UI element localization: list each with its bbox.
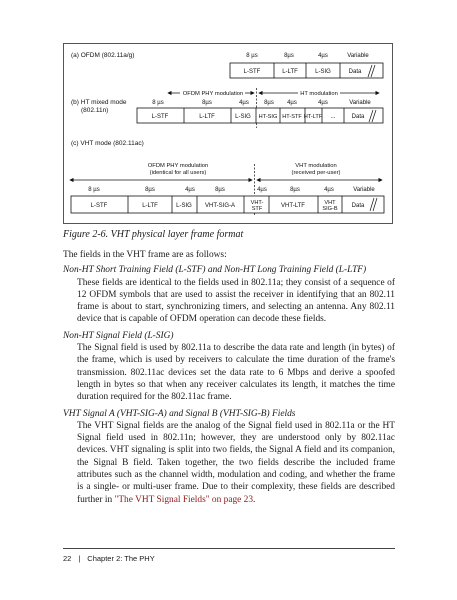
row-b-fields xyxy=(137,108,383,123)
duration-label: 8µs xyxy=(264,100,274,106)
duration-label: 4µs xyxy=(239,100,249,106)
group-ofdm-phy-sub: (identical for all users) xyxy=(149,170,207,176)
group-vht-modulation-sub: (received per-user) xyxy=(291,170,341,176)
field-data: Data xyxy=(348,69,362,75)
section-c-label: (c) VHT mode (802.11ac) xyxy=(71,140,144,147)
field-l-sig: L-SIG xyxy=(315,69,331,75)
definition-l-sig: The Signal field is used by 802.11a to describe the data rate and length (in bytes) of the frame, which is used by receivers to calculate the time duration of the frame's transmission. 802.11ac devices set the data rate to 6 Mbps and derive a spoofed length in bytes so that when any receiver calculates its length, it matches the time duration required for the 802.11ac frame. xyxy=(77,343,395,403)
field-vht-sig-a: VHT-SIG-A xyxy=(204,203,236,209)
field-l-ltf: L-LTF xyxy=(199,114,215,120)
duration-label: 8µs xyxy=(290,187,300,193)
footer-separator: | xyxy=(78,554,81,563)
intro-paragraph: The fields in the VHT frame are as follows: xyxy=(63,250,227,260)
field-vht-stf-line2: STF xyxy=(251,206,263,212)
section-a-label: (a) OFDM (802.11a/g) xyxy=(71,52,135,59)
field-l-stf: L-STF xyxy=(243,69,261,75)
duration-label: 8 µs xyxy=(152,100,164,106)
field-l-stf: L-STF xyxy=(151,114,169,120)
field-ellipsis: ... xyxy=(330,114,336,120)
duration-label: 8µs xyxy=(145,187,155,193)
footer-rule xyxy=(63,548,395,549)
body-text xyxy=(63,249,395,510)
duration-label: 8 µs xyxy=(246,53,258,59)
cross-reference-link[interactable]: "The VHT Signal Fields" on page 23 xyxy=(114,494,254,505)
section-b-label-sub: (802.11n) xyxy=(81,107,109,114)
frame-format-diagram xyxy=(64,44,394,225)
duration-label: 8µs xyxy=(215,187,225,193)
duration-label: Variable xyxy=(347,53,369,59)
duration-label: Variable xyxy=(349,100,371,106)
row-c-durations xyxy=(88,187,375,193)
field-data: Data xyxy=(351,114,365,120)
field-vht-sig-b-line2: SIG-B xyxy=(322,206,338,212)
field-l-ltf: L-LTF xyxy=(282,69,298,75)
term-l-sig: Non-HT Signal Field (L-SIG) xyxy=(63,330,174,341)
term-l-stf-l-ltf: Non-HT Short Training Field (L-STF) and Non-HT Long Training Field (L-LTF) xyxy=(63,265,367,276)
row-a-durations xyxy=(246,53,369,59)
page-footer xyxy=(63,554,155,563)
field-vht-stf: VHT- xyxy=(250,200,264,206)
duration-label: 4µs xyxy=(318,53,328,59)
field-l-stf: L-STF xyxy=(90,203,108,209)
definition-tail: . xyxy=(253,494,256,505)
field-data: Data xyxy=(351,203,365,209)
section-b-label: (b) HT mixed mode xyxy=(71,99,127,106)
definition-l-stf-l-ltf: These fields are identical to the fields used in 802.11a; they consist of a sequence of 12 OFDM symbols that are used to assist the receiver in identifying that an 802.11 frame is about to start, synchronizing timers, and selecting an antenna. Any 802.11 device that is capable of OFDM operation can decode these fields. xyxy=(77,277,395,325)
figure-caption: Figure 2-6. VHT physical layer frame format xyxy=(63,229,244,240)
group-ht-modulation: HT modulation xyxy=(300,91,338,97)
field-l-sig: L-SIG xyxy=(235,114,251,120)
duration-label: 4µs xyxy=(318,100,328,106)
term-vht-sig: VHT Signal A (VHT-SIG-A) and Signal B (VHT-SIG-B) Fields xyxy=(63,408,296,419)
duration-label: 8 µs xyxy=(88,187,100,193)
field-vht-ltf: VHT-LTF xyxy=(281,203,305,209)
duration-label: Variable xyxy=(353,187,375,193)
duration-label: 8µs xyxy=(284,53,294,59)
duration-label: 4µs xyxy=(324,187,334,193)
field-ht-ltf: HT-LTF xyxy=(303,114,323,120)
row-a-fields xyxy=(230,63,383,78)
field-ht-stf: HT-STF xyxy=(282,114,302,120)
duration-label: 4µs xyxy=(257,187,267,193)
row-b-durations xyxy=(152,100,371,106)
field-l-ltf: L-LTF xyxy=(142,203,158,209)
definition-vht-sig xyxy=(77,420,395,506)
definition-text: The VHT Signal fields are the analog of the Signal field used in 802.11a or the HT Signal field used in 802.11n; however, they are understood only by 802.11ac devices. VHT signaling is split into two fields, the Signal A field and its companion, the Signal B field. Taken together, the two fields describe the included frame attributes such as the channel width, modulation and coding, and whether the frame is a single- or multi-user frame. Due to their complexity, these fields are described further in xyxy=(77,420,395,505)
field-ht-sig: HT-SIG xyxy=(258,114,278,120)
duration-label: 4µs xyxy=(185,187,195,193)
group-ofdm-phy: OFDM PHY modulation xyxy=(147,163,209,169)
duration-label: 8µs xyxy=(202,100,212,106)
duration-label: 4µs xyxy=(287,100,297,106)
frame-format-figure xyxy=(63,43,393,224)
group-vht-modulation: VHT modulation xyxy=(295,163,337,169)
chapter-title: Chapter 2: The PHY xyxy=(87,554,155,563)
field-l-sig: L-SIG xyxy=(176,203,192,209)
page-number: 22 xyxy=(63,554,72,563)
field-vht-sig-b: VHT xyxy=(324,200,336,206)
group-ofdm-phy: OFDM PHY modulation xyxy=(182,91,244,97)
